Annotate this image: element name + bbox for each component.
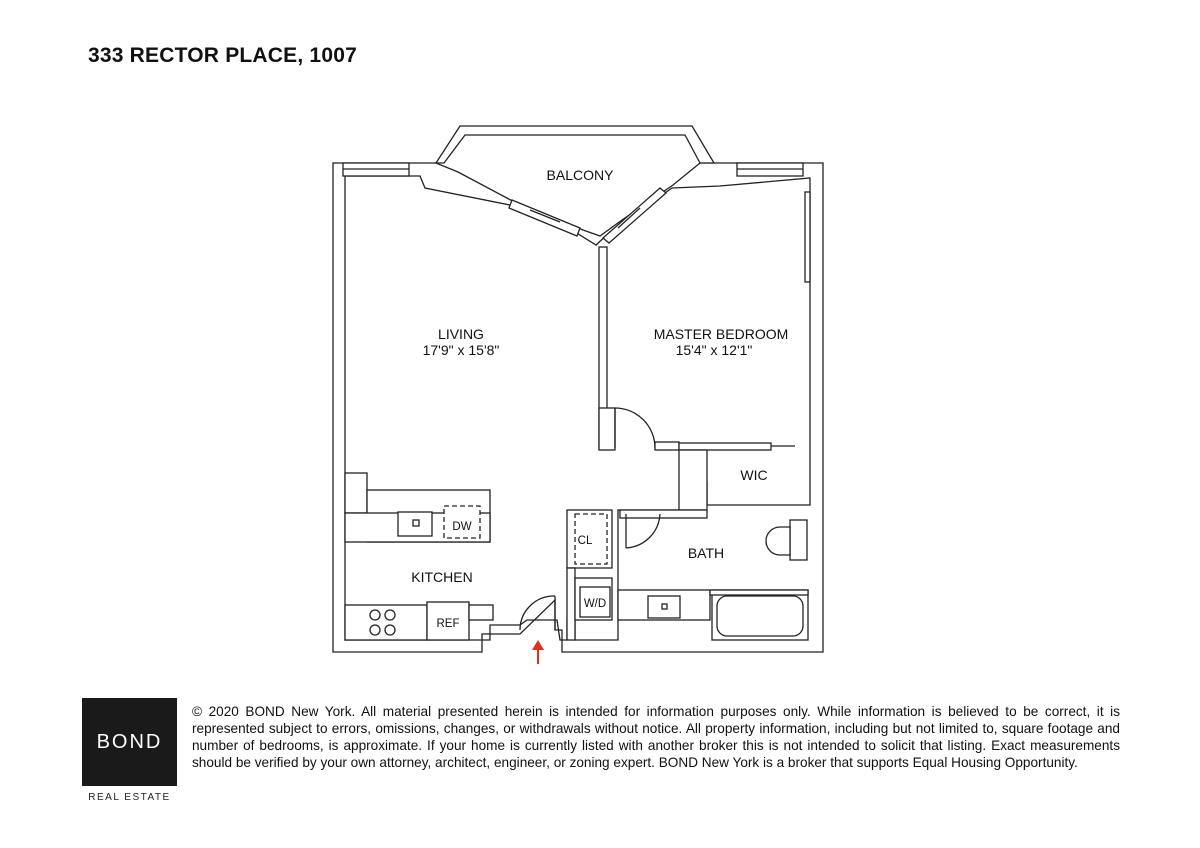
disclaimer-text: © 2020 BOND New York. All material presented herein is intended for information purposes only. While information is believed to be correct, it is represented subject to errors, omissions, changes, or withdrawals without notice. All property information, including but not limited to, square footage and number of bedrooms, is approximate. If your home is currently listed with another broker this is not intended to solicit that listing. Exact measurements should be verified by your own attorney, architect, engineer, or zoning expert. BOND New York is a broker that supports Equal Housing Opportunity. bbox=[192, 704, 1120, 770]
label-master-bedroom: MASTER BEDROOM bbox=[653, 326, 789, 342]
balcony-door-bedroom bbox=[603, 188, 666, 243]
label-kitchen: KITCHEN bbox=[411, 569, 473, 585]
page-title: 333 RECTOR PLACE, 1007 bbox=[88, 44, 357, 67]
balcony-railing bbox=[436, 126, 714, 163]
label-wd: W/D bbox=[583, 598, 607, 610]
label-dw: DW bbox=[452, 521, 472, 533]
bedroom-door bbox=[615, 408, 655, 448]
window-bedroom-side bbox=[805, 192, 810, 282]
entry-arrow-icon bbox=[532, 640, 544, 664]
burner bbox=[370, 610, 380, 620]
label-cl: CL bbox=[577, 535, 593, 547]
label-balcony: BALCONY bbox=[546, 167, 614, 183]
logo-subtext: REAL ESTATE bbox=[88, 792, 171, 803]
label-ref: REF bbox=[436, 618, 460, 630]
label-bath: BATH bbox=[687, 545, 725, 561]
toilet-bowl bbox=[766, 527, 790, 555]
kitchen-counter bbox=[345, 605, 427, 640]
kitchen-wall-block bbox=[345, 473, 367, 513]
label-wic: WIC bbox=[740, 467, 768, 483]
label-living-dims: 17'9" x 15'8" bbox=[422, 342, 500, 358]
wic-wall bbox=[655, 442, 679, 450]
balcony-door-living bbox=[509, 200, 580, 236]
bond-logo bbox=[82, 698, 177, 786]
label-master-bedroom-dims: 15'4" x 12'1" bbox=[675, 342, 753, 358]
label-living: LIVING bbox=[438, 326, 484, 342]
logo-text: BOND bbox=[96, 730, 163, 753]
toilet-tank bbox=[790, 520, 807, 560]
